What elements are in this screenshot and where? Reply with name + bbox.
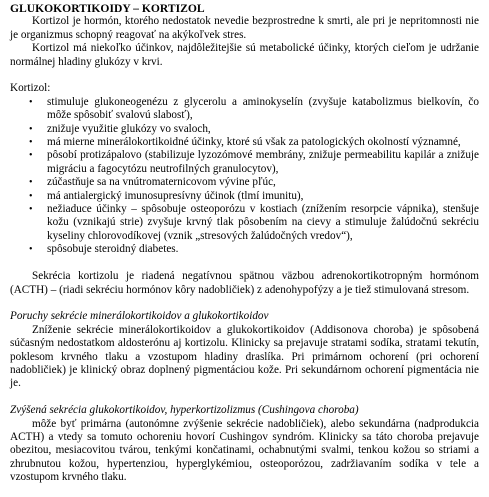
section-heading-disorders: Poruchy sekrécie minerálokortikoidov a glukokortikoidov — [10, 310, 269, 323]
section-paragraph-disorders: Zníženie sekrécie minerálokortikoidov a glukokortikoidov (Addisonova choroba) je spôsobená súčasným nedostatkom aldosterónu aj kortizolu. Klinicky sa prejavuje stratami sodíka, stratami tekutín, poklesom krvného tlaku a vzostupom hladiny draslíka. Pri primárnom ochorení (pri ochorení nadobličiek) je klinický obraz doplnený pigmentáciou kože. Pri sekundárnom ochorení pigmentácia nie je. — [10, 323, 479, 390]
list-item-text: má antialergický imunosupresívny účinok (tlmí imunitu), — [47, 189, 304, 202]
spacer — [10, 391, 479, 404]
bullet-icon: • — [29, 137, 33, 149]
list-item — [29, 203, 479, 243]
list-item — [29, 176, 479, 189]
bullet-icon: • — [29, 150, 33, 162]
list-item-text: zúčastňuje sa na vnútromaternicovom vývine pľúc, — [47, 176, 276, 189]
bullet-icon: • — [29, 244, 33, 256]
list-item-text: znižuje využitie glukózy vo svaloch, — [47, 122, 211, 135]
list-item — [29, 149, 479, 176]
list-item-text: nežiaduce účinky – spôsobuje osteoporózu v kostiach (znížením resorpcie vápnika), stenšuje kožu (vznikajú strie) zvyšuje krvný tlak pôsobením na cievy a stimuluje žalúdočnú sekréciu kyseliny chlorovodíkovej (vznik „stresových žalúdočných vredov“), — [47, 203, 479, 242]
list-item — [29, 122, 479, 136]
spacer — [10, 257, 479, 270]
list-item-text: spôsobuje steroidný diabetes. — [47, 243, 179, 256]
list-item — [29, 95, 479, 123]
list-item-text: stimuluje glukoneogenézu z glycerolu a aminokyselín (zvyšuje katabolizmus bielkovín, čo môže spôsobiť svalovú slabosť), — [47, 95, 479, 122]
list-item — [29, 243, 479, 256]
regulation-paragraph: Sekrécia kortizolu je riadená negatívnou spätnou väzbou adrenokortikotropným hormónom (ACTH) – (riadi sekréciu hormónov kôry nadobličiek) z adenohypofýzy a je tiež stimulovaná stresom. — [10, 270, 479, 296]
intro-paragraph-2: Kortizol má niekoľko účinkov, najdôležitejšie sú metabolické účinky, ktorých cieľom je udržanie normálnej hladiny glukózy v krvi. — [10, 42, 479, 68]
list-item — [29, 136, 479, 149]
bullet-icon: • — [29, 204, 33, 216]
spacer — [10, 69, 479, 82]
list-heading: Kortizol: — [10, 82, 51, 95]
list-item-text: pôsobí protizápalovo (stabilizuje lyzozómové membrány, znižuje permeabilitu kapilár a znižuje migráciu a fagocytózu neutrofilných granulocytov), — [47, 149, 479, 175]
list-item-text: má mierne minerálokortikoidné účinky, ktoré sú však za patologických okolností významné, — [47, 136, 461, 149]
document-title: GLUKOKORTIKOIDY – KORTIZOL — [10, 2, 205, 15]
section-heading-cushing: Zvýšená sekrécia glukokortikoidov, hyperkortizolizmus (Cushingova choroba) — [10, 404, 359, 417]
intro-paragraph-1: Kortizol je hormón, ktorého nedostatok nevedie bezprostredne k smrti, ale pri je nepritomnosti nie je organizmus schopný reagovať na akýkoľvek stres. — [10, 15, 479, 41]
spacer — [10, 297, 479, 310]
bullet-icon: • — [29, 190, 33, 202]
list-item — [29, 189, 479, 203]
bullet-icon: • — [29, 177, 33, 189]
effects-list — [10, 96, 479, 257]
bullet-icon: • — [29, 96, 33, 108]
bullet-icon: • — [29, 123, 33, 135]
section-paragraph-cushing: môže byť primárna (autonómne zvýšenie sekrécie nadobličiek), alebo sekundárna (nadprodukcia ACTH) a vtedy sa tomuto ochoreniu hovorí Cushingov syndróm. Klinicky sa táto choroba prejavuje obezitou, mesiacovitou tvárou, tenkými končatinami, ochabnutými svalmi, tenkou kožou so striami a zhrubnutou kožou, hypertenziou, hyperglykémiou, osteoporózou, zadržiavaním sodíka v tele a vzostupom krvného tlaku. — [10, 417, 479, 484]
